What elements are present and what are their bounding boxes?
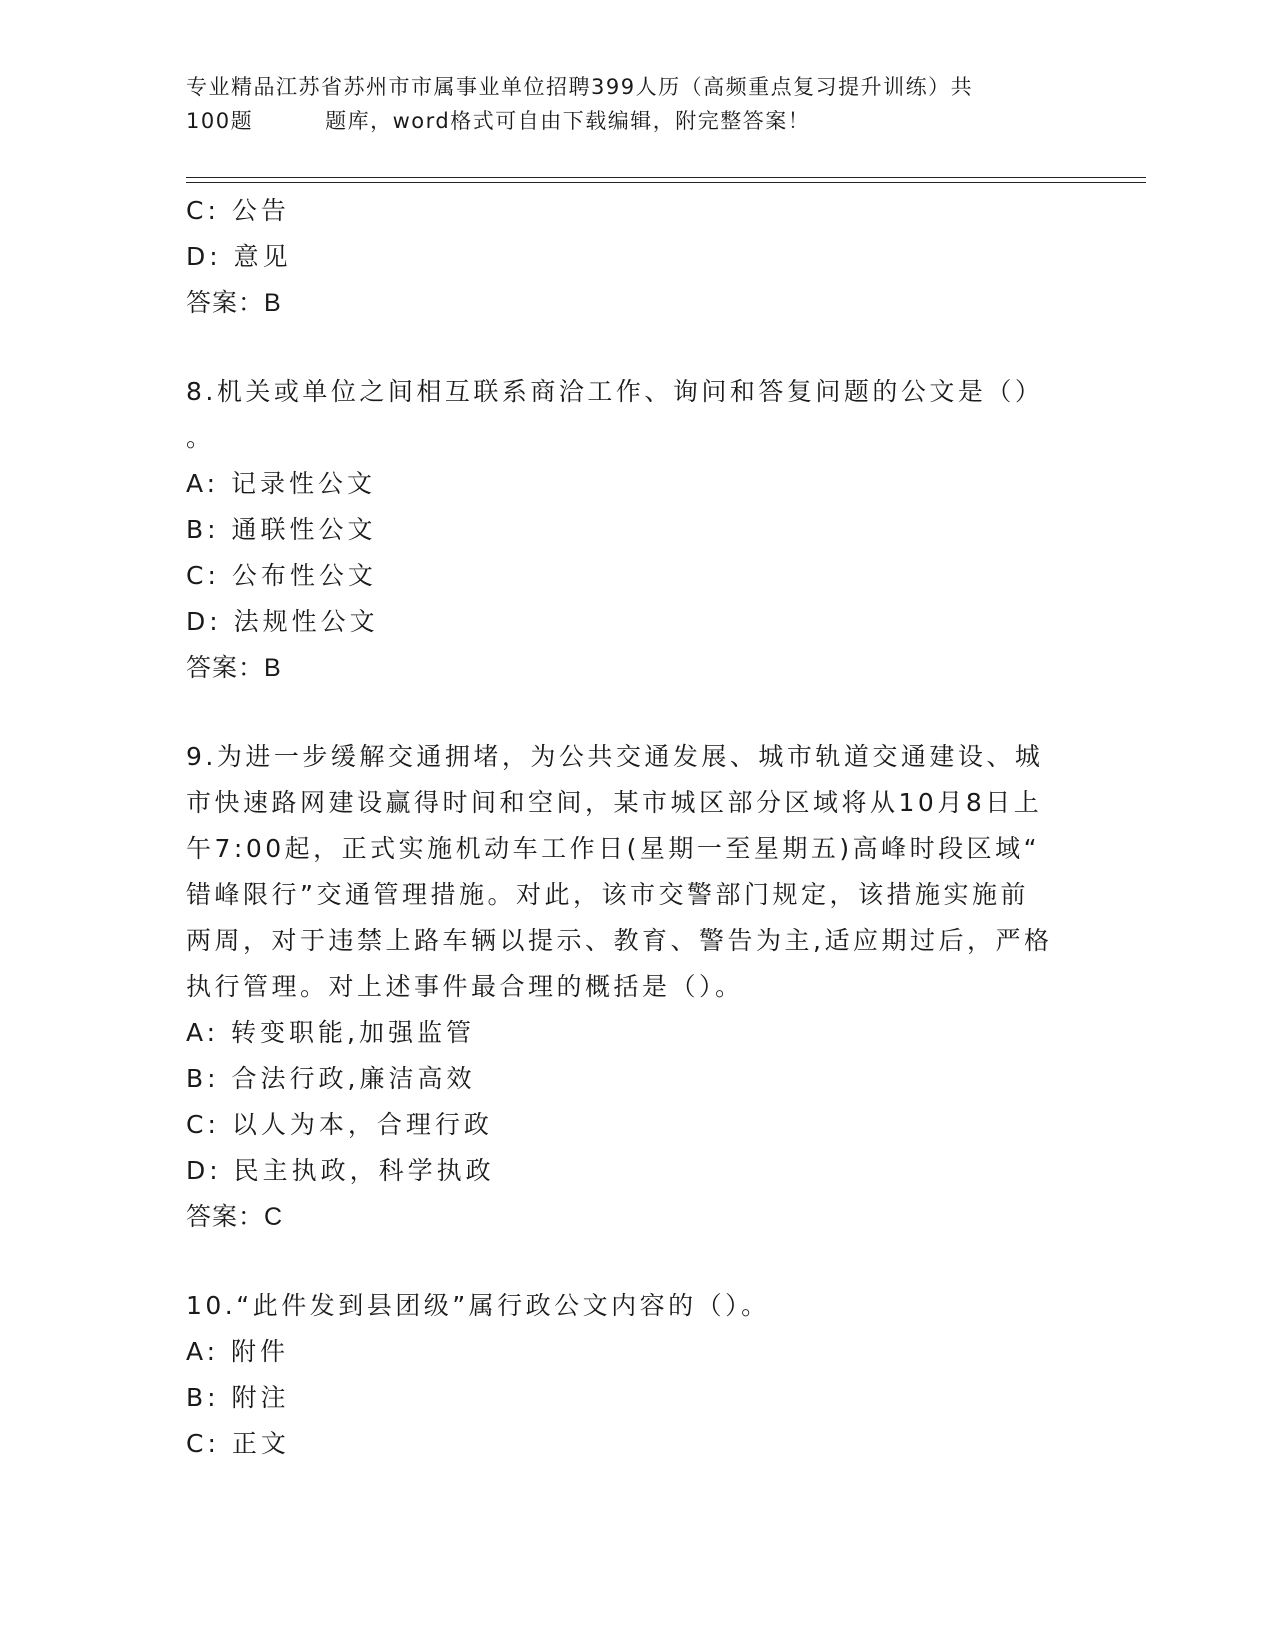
question-text-line: 两周，对于违禁上路车辆以提示、教育、警告为主,适应期过后，严格 [186,926,1053,955]
document-header [186,70,1066,138]
option-b: B: 附注 [186,1383,290,1412]
option-d: D: 意见 [186,242,292,271]
option-a: A: 记录性公文 [186,469,377,498]
option-b: B: 通联性公文 [186,515,377,544]
question-text-line: 9.为进一步缓解交通拥堵，为公共交通发展、城市轨道交通建设、城 [186,742,1044,771]
option-c: C: 公布性公文 [186,561,377,590]
header-line-1: 专业精品江苏省苏州市市属事业单位招聘399人历（高频重点复习提升训练）共 [186,75,974,99]
header-count: 100题 [186,109,254,133]
header-divider-bottom [186,182,1146,183]
option-d: D: 法规性公文 [186,607,379,636]
question-content [186,188,1086,1467]
header-description: 题库，word格式可自由下载编辑，附完整答案！ [325,109,811,133]
answer-line: 答案：B [186,654,282,682]
option-b: B: 合法行政,廉洁高效 [186,1064,476,1093]
question-7-tail [186,188,1086,326]
question-text-line: 8.机关或单位之间相互联系商洽工作、询问和答复问题的公文是（） [186,377,1044,406]
question-text-line: 执行管理。对上述事件最合理的概括是（）。 [186,972,744,1001]
option-a: A: 附件 [186,1337,290,1366]
header-line-2 [186,104,1066,138]
option-a: A: 转变职能,加强监管 [186,1018,475,1047]
question-8 [186,369,1086,691]
header-divider-top [186,177,1146,178]
option-d: D: 民主执政，科学执政 [186,1156,495,1185]
answer-line: 答案：C [186,1203,284,1231]
question-text-line: 午7:00起，正式实施机动车工作日(星期一至星期五)高峰时段区域“ [186,834,1041,863]
question-text-line: 。 [186,423,215,452]
option-c: C: 以人为本，合理行政 [186,1110,493,1139]
question-text-line: 错峰限行”交通管理措施。对此，该市交警部门规定，该措施实施前 [186,880,1029,909]
question-10 [186,1283,1086,1467]
question-text-line: 10.“此件发到县团级”属行政公文内容的（）。 [186,1291,770,1320]
question-text-line: 市快速路网建设赢得时间和空间，某市城区部分区域将从10月8日上 [186,788,1043,817]
option-c: C: 正文 [186,1429,290,1458]
answer-line: 答案：B [186,289,282,317]
option-c: C: 公告 [186,196,290,225]
question-9 [186,734,1086,1240]
